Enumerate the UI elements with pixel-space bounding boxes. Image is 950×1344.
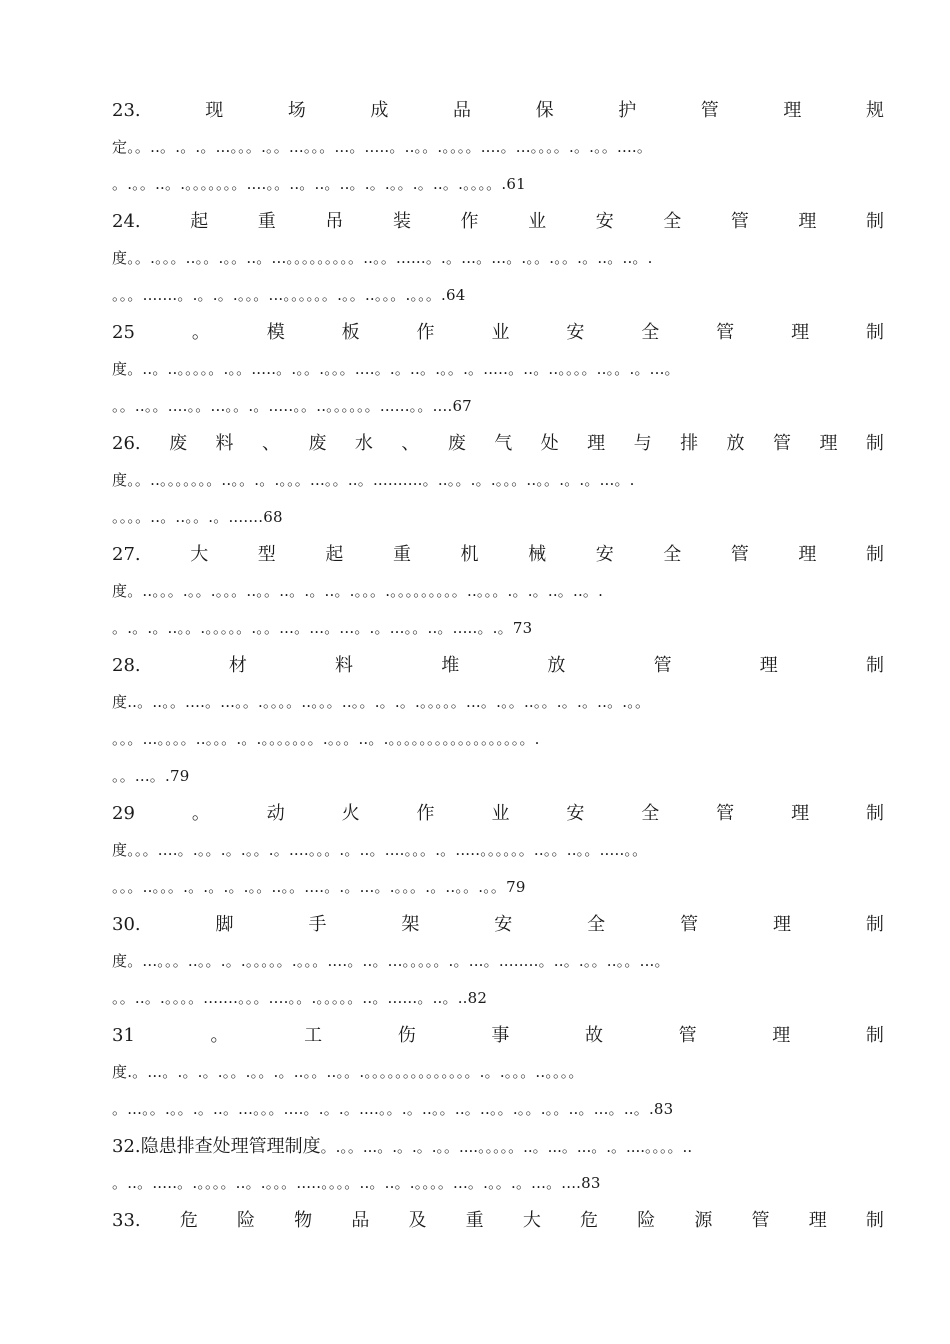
toc-title-glyph: 23. [112, 100, 141, 121]
toc-title-glyph: 放 [547, 655, 566, 676]
toc-title-glyph: 与 [633, 433, 652, 454]
toc-title-glyph: 安 [566, 803, 585, 824]
toc-title-glyph: 作 [416, 803, 435, 824]
toc-title-glyph: 制 [865, 1025, 884, 1046]
toc-title-glyph: 安 [595, 544, 614, 565]
toc-title-glyph: 制 [865, 1210, 884, 1231]
toc-title-glyph: 制 [866, 211, 884, 232]
toc-title-glyph: 理 [791, 322, 810, 343]
toc-title-glyph: 手 [308, 914, 327, 935]
toc-title-glyph: 制 [865, 803, 884, 824]
toc-title-glyph: 品 [351, 1210, 370, 1231]
toc-title-glyph: 33. [112, 1210, 141, 1231]
toc-title-glyph: 脚 [215, 914, 234, 935]
toc-leader-line: 度。。.。。。..。。.。。..。...。。。。。。。。。..。。......。.。...。...。.。。.。。.。..。..。. [112, 249, 653, 267]
toc-title-glyph: 。 [191, 803, 210, 824]
toc-title-glyph: 架 [401, 914, 420, 935]
toc-entry-title[interactable] [112, 1202, 884, 1239]
toc-title-glyph: 全 [663, 211, 682, 232]
toc-title-glyph: 成 [370, 100, 389, 121]
toc-title-glyph: 、 [262, 433, 280, 454]
toc-title-glyph: 理 [772, 914, 791, 935]
toc-title-glyph: 材 [228, 655, 247, 676]
toc-title-glyph: 排 [680, 433, 699, 454]
toc-title-glyph: 制 [865, 914, 884, 935]
toc-leader-line: 。.。。..。.。。。。。。。....。。..。..。..。.。.。。.。..。.。。。。.61 [112, 175, 526, 193]
toc-title-glyph: 理 [759, 655, 778, 676]
toc-title-glyph: 起 [190, 211, 209, 232]
toc-title-glyph: 事 [491, 1025, 510, 1046]
toc-page [112, 92, 884, 1239]
toc-title-glyph: 管 [680, 914, 699, 935]
toc-title-glyph: 水 [354, 433, 373, 454]
toc-title-glyph: 处 [540, 433, 559, 454]
toc-title-glyph: 保 [535, 100, 554, 121]
toc-leader-line: 度。..。。。.。。.。。。..。。..。.。..。.。。。.。。。。。。。。。..。。。.。.。..。..。. [112, 582, 604, 600]
toc-title-glyph: 物 [294, 1210, 313, 1231]
toc-title-glyph: 堆 [441, 655, 460, 676]
toc-title-glyph: 管 [716, 322, 735, 343]
toc-entry-title[interactable] [112, 425, 884, 462]
toc-title-glyph: 31 [112, 1025, 135, 1046]
toc-title-glyph: 起 [325, 544, 344, 565]
toc-title-glyph: 险 [637, 1210, 656, 1231]
toc-title-glyph: 。 [191, 322, 210, 343]
toc-entry-title[interactable] [112, 1017, 884, 1054]
toc-title-glyph: 安 [494, 914, 513, 935]
toc-leader-line: 度。...。。。..。。.。.。。。。。.。。。....。..。...。。。。。.。...。........。..。.。。..。。...。 [112, 952, 670, 970]
toc-entry-title[interactable] [112, 906, 884, 943]
toc-title-glyph: 管 [716, 803, 735, 824]
toc-title-glyph: 大 [190, 544, 209, 565]
toc-title-glyph: 30. [112, 914, 141, 935]
toc-leader-line: 度.。...。.。.。.。。.。。.。..。。..。。.。。。。。。。。。。。。。。.。.。。。..。。。。 [112, 1063, 584, 1081]
toc-title-glyph: 重 [257, 211, 276, 232]
toc-leader-line: 度。。。....。.。。.。.。。.。....。。。.。..。....。。。.。.....。。。。。。..。。..。。.....。。 [112, 841, 648, 859]
toc-leader-line: 。。..。。....。。...。。.。.....。。..。。。。。。......。。....67 [112, 397, 472, 415]
toc-title-glyph: 故 [585, 1025, 604, 1046]
toc-title-glyph: 管 [678, 1025, 697, 1046]
toc-title-glyph: 废 [308, 433, 327, 454]
toc-title-glyph: 板 [341, 322, 360, 343]
toc-title-glyph: 废 [169, 433, 188, 454]
toc-leader-line: 。。。...。。。。..。。。.。.。。。。。。。.。。。..。.。。。。。。。。。。。。。。。。。。. [112, 730, 540, 748]
toc-entry-title[interactable] [112, 92, 884, 129]
toc-title-glyph: 动 [266, 803, 285, 824]
toc-title-glyph: 危 [179, 1210, 198, 1231]
toc-leader-line: 度。。..。。。。。。。..。。.。.。。。...。。..。..........。..。。.。.。。。..。。.。.。...。. [112, 471, 635, 489]
toc-title-glyph: 机 [460, 544, 479, 565]
toc-title-glyph: 制 [865, 322, 884, 343]
toc-title-glyph: 全 [641, 803, 660, 824]
toc-title-glyph: 理 [791, 803, 810, 824]
toc-title-glyph: 作 [416, 322, 435, 343]
toc-title-glyph: 管 [751, 1210, 770, 1231]
toc-title-glyph: 吊 [325, 211, 344, 232]
toc-leader-line: 定。。..。.。.。...。。。.。。...。。。...。.....。..。。.。。。。....。...。。。。.。.。。....。 [112, 138, 653, 156]
toc-title-glyph: 放 [726, 433, 745, 454]
toc-title-glyph: 及 [408, 1210, 427, 1231]
toc-title-glyph: 料 [335, 655, 354, 676]
toc-entry-title[interactable] [112, 795, 884, 832]
toc-title-glyph: 废 [447, 433, 466, 454]
toc-entry-title[interactable] [112, 1128, 884, 1165]
toc-title-glyph: 械 [528, 544, 547, 565]
toc-title-glyph: 。 [210, 1025, 229, 1046]
toc-title-glyph: 源 [694, 1210, 713, 1231]
toc-title-glyph: 规 [865, 100, 884, 121]
toc-leader-line: 。.。.。..。。.。。。。。.。。...。...。...。.。...。。..。.....。.。73 [112, 619, 533, 637]
toc-title-glyph: 料 [215, 433, 234, 454]
toc-title-glyph: 29 [112, 803, 135, 824]
toc-title-glyph: 现 [205, 100, 224, 121]
toc-title-glyph: 模 [266, 322, 285, 343]
toc-leader-line: 度..。..。。....。...。。.。。。。..。。。..。。.。.。.。。。。。...。.。。..。。.。.。..。.。。 [112, 693, 651, 711]
toc-title-glyph: 业 [491, 803, 510, 824]
toc-title-glyph: 理 [783, 100, 802, 121]
toc-title-glyph: 场 [287, 100, 306, 121]
toc-title-glyph: 安 [566, 322, 585, 343]
toc-title-glyph: 27. [112, 544, 141, 565]
toc-title-glyph: 28. [112, 655, 141, 676]
toc-title-text: 32.隐患排查处理管理制度 [112, 1136, 321, 1157]
toc-title-glyph: 管 [700, 100, 719, 121]
toc-title-glyph: 理 [819, 433, 838, 454]
toc-title-glyph: 安 [595, 211, 614, 232]
toc-leader-line: 。。...。.79 [112, 767, 190, 785]
toc-title-glyph: 险 [236, 1210, 255, 1231]
toc-title-glyph: 理 [798, 544, 817, 565]
toc-title-glyph: 全 [663, 544, 682, 565]
toc-title-glyph: 业 [491, 322, 510, 343]
toc-title-glyph: 重 [392, 544, 411, 565]
toc-title-glyph: 全 [641, 322, 660, 343]
toc-leader-line: 度。..。..。。。。。.。。.....。.。。.。。。....。.。..。.。。.。.....。..。..。。。。..。。.。...。 [112, 360, 680, 378]
toc-title-glyph: 护 [618, 100, 637, 121]
toc-title-glyph: 理 [798, 211, 817, 232]
toc-title-glyph: 24. [112, 211, 141, 232]
toc-leader-line: 。。。..。。。.。.。.。.。。..。。....。.。...。.。。。.。..。。.。。79 [112, 878, 526, 896]
toc-leader-line: 。。..。.。。。。.......。。。....。。.。。。。。..。......。..。..82 [112, 989, 488, 1007]
toc-title-glyph: 气 [494, 433, 513, 454]
toc-title-glyph: 管 [730, 544, 749, 565]
toc-entry-title[interactable] [112, 536, 884, 573]
toc-leader-text: 。.。。...。.。.。.。。....。。。。。..。...。...。.。....。。。。.. [320, 1138, 693, 1156]
toc-leader-line: 。...。。.。。.。..。...。。。....。.。.。....。。.。..。。..。..。。.。。.。。..。...。..。.83 [112, 1100, 674, 1118]
toc-title-glyph: 火 [341, 803, 360, 824]
toc-title-glyph: 管 [772, 433, 791, 454]
toc-title-glyph: 重 [465, 1210, 484, 1231]
toc-entry-title[interactable] [112, 203, 884, 240]
toc-title-glyph: 26. [112, 433, 141, 454]
toc-title-glyph: 理 [772, 1025, 791, 1046]
toc-title-glyph: 管 [730, 211, 749, 232]
toc-entry-title[interactable] [112, 314, 884, 351]
toc-title-glyph: 理 [587, 433, 606, 454]
toc-title-glyph: 危 [580, 1210, 599, 1231]
toc-title-glyph: 伤 [397, 1025, 416, 1046]
toc-title-glyph: 品 [453, 100, 472, 121]
toc-title-glyph: 25 [112, 322, 135, 343]
toc-leader-line: 。。。.......。.。.。.。。。...。。。。。。.。。..。。。.。。。.64 [112, 286, 466, 304]
toc-title-glyph: 制 [866, 544, 884, 565]
toc-title-glyph: 业 [528, 211, 547, 232]
toc-title-glyph: 装 [392, 211, 411, 232]
toc-title-glyph: 、 [401, 433, 420, 454]
toc-title-glyph: 理 [808, 1210, 827, 1231]
toc-leader-line: 。。。。..。..。。.。.......68 [112, 508, 283, 526]
toc-title-glyph: 作 [460, 211, 479, 232]
toc-title-glyph: 制 [865, 433, 884, 454]
toc-entry-title[interactable] [112, 647, 884, 684]
toc-title-glyph: 工 [304, 1025, 323, 1046]
toc-title-glyph: 全 [587, 914, 606, 935]
toc-title-glyph: 管 [653, 655, 672, 676]
toc-title-glyph: 大 [522, 1210, 541, 1231]
toc-leader-line: 。..。.....。.。。。。..。.。。。.....。。。。..。..。.。。。。...。.。。.。...。....83 [112, 1174, 601, 1192]
toc-title-glyph: 制 [865, 655, 884, 676]
toc-title-glyph: 型 [257, 544, 276, 565]
